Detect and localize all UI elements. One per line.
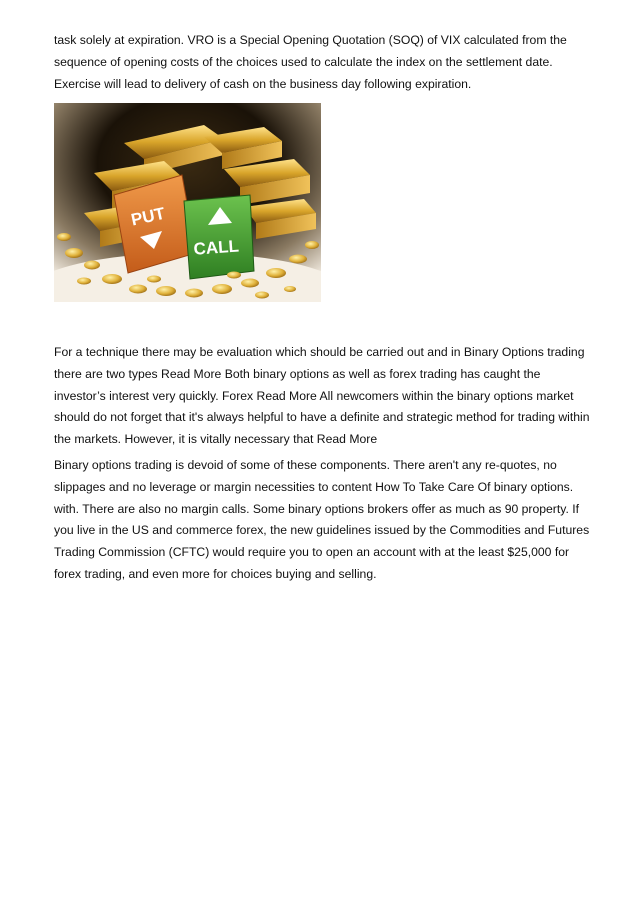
paragraph-technique: For a technique there may be evaluation which should be carried out and in Binary Options trading there are two types Read More Both binary options as well as forex trading has caught the investor’s interest very quickly. Forex Read More All newcomers within the binary options market should do not forget that it's always helpful to have a definite and strategic method for trading within the markets. However, it is vitally necessary that Read More xyxy=(54,345,590,447)
paragraph-binary-options: Binary options trading is devoid of some of these components. There aren't any re-quotes, no slippages and no leverage or margin necessities to content How To Take Care Of binary options. with. There are also no margin calls. Some binary options brokers offer as much as 90 property. If you live in the US and commerce forex, the new guidelines issued by the Commodities and Futures Trading Commission (CFTC) would require you to open an account with at the least $25,000 for forex trading, and even more for choices buying and selling. xyxy=(54,458,590,581)
put-call-illustration xyxy=(54,103,321,302)
put-label: PUT xyxy=(129,203,167,230)
call-label: CALL xyxy=(193,236,240,259)
put-call-gold-image xyxy=(54,103,321,302)
paragraph-intro: task solely at expiration. VRO is a Special Opening Quotation (SOQ) of VIX calculated from the sequence of opening costs of the choices used to calculate the index on the settlement date. Exercise will lead to delivery of cash on the business day following expiration. xyxy=(54,33,567,91)
call-sign xyxy=(184,195,254,279)
